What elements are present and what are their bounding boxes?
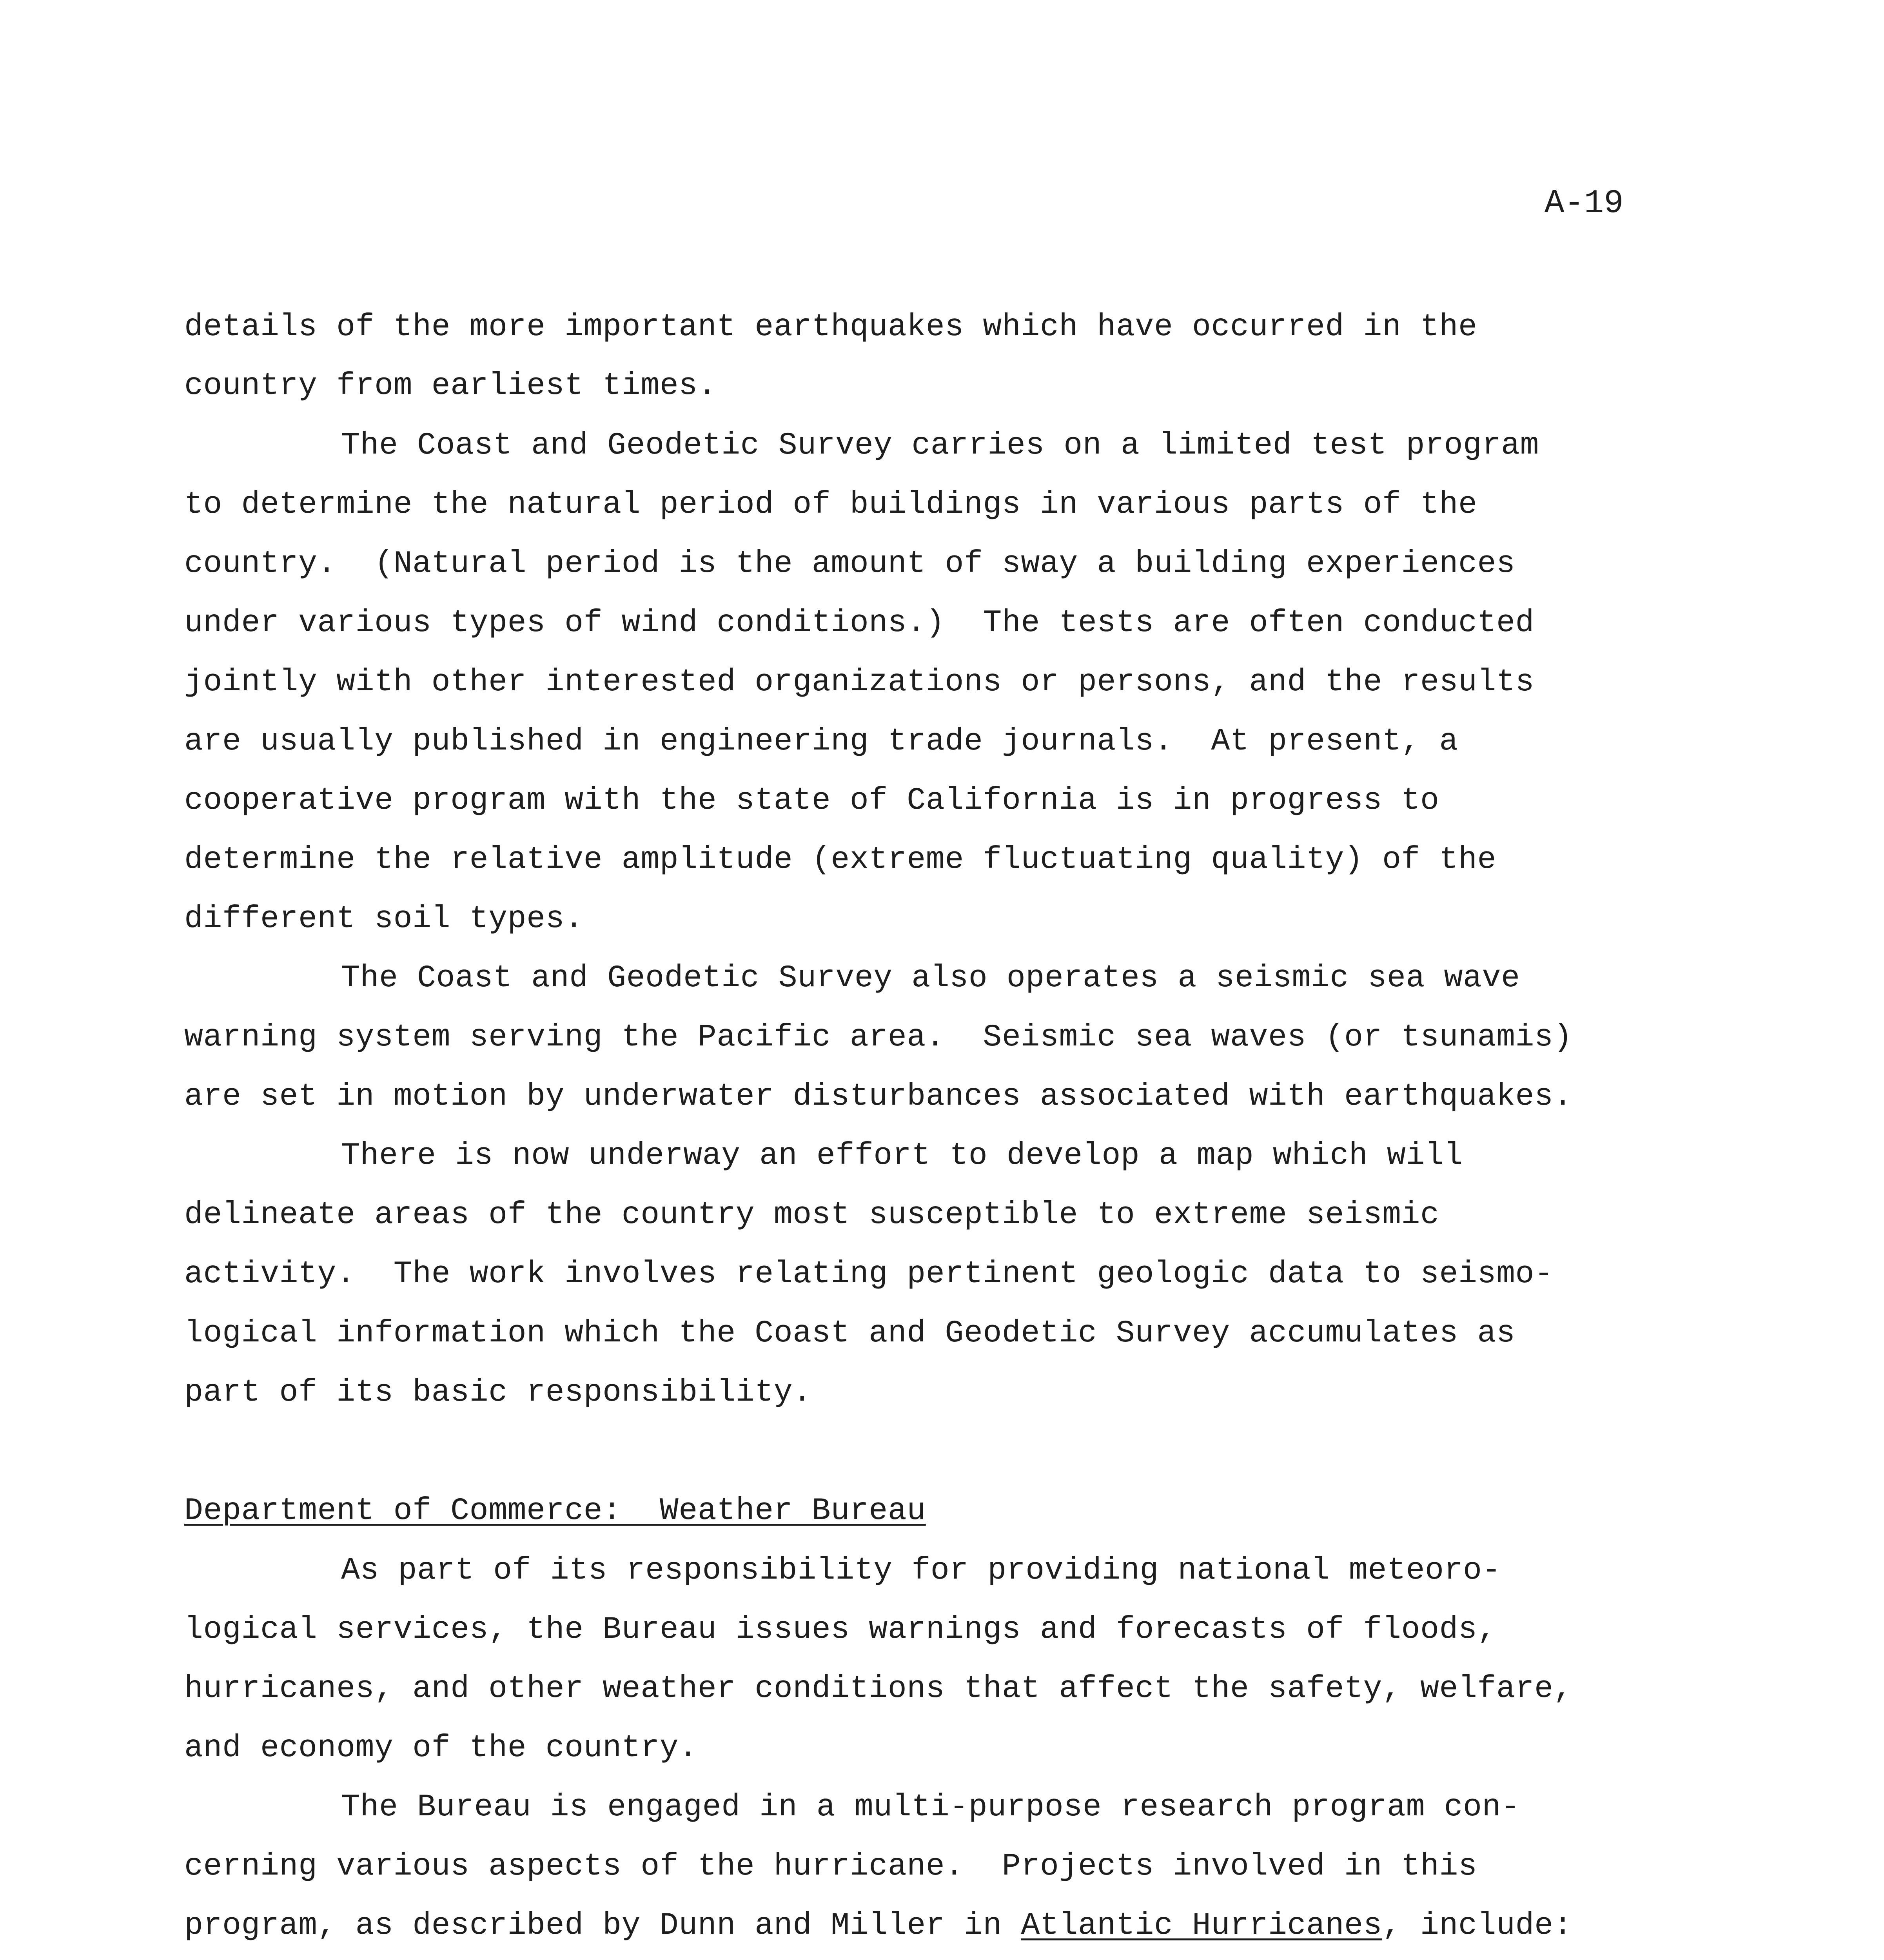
text-line: activity. The work involves relating pertinent geologic data to seismo- [184,1256,1554,1292]
text-line: determine the relative amplitude (extreme fluctuating quality) of the [184,842,1497,878]
text-line: are usually published in engineering trade journals. At present, a [184,724,1459,759]
text-line: to determine the natural period of buildings in various parts of the [184,487,1477,523]
text-line: and economy of the country. [184,1730,698,1766]
text-line: The Coast and Geodetic Survey also operates a seismic sea wave [341,960,1520,996]
text-line: cooperative program with the state of California is in progress to [184,783,1439,818]
text-line [184,1906,1572,1945]
text-line: different soil types. [184,901,584,937]
text-line: hurricanes, and other weather conditions that affect the safety, welfare, [184,1671,1573,1707]
text-line: As part of its responsibility for providing national meteoro- [341,1553,1501,1588]
text-line: logical services, the Bureau issues warnings and forecasts of floods, [184,1612,1497,1648]
text-line: country from earliest times. [184,368,717,404]
book-title: Atlantic Hurricanes [1021,1908,1382,1944]
text-fragment: , include: [1382,1908,1573,1944]
text-line: country. (Natural period is the amount of sway a building experiences [184,546,1516,582]
text-line: jointly with other interested organizations or persons, and the results [184,664,1535,700]
text-fragment: program, as described by Dunn and Miller in [184,1908,1021,1944]
text-line: There is now underway an effort to develop a map which will [341,1138,1463,1174]
text-line: The Bureau is engaged in a multi-purpose research program con- [341,1789,1520,1825]
text-line: details of the more important earthquakes which have occurred in the [184,309,1477,345]
text-line: under various types of wind conditions.) The tests are often conducted [184,605,1535,641]
text-line: warning system serving the Pacific area. Seismic sea waves (or tsunamis) [184,1020,1573,1055]
text-line: The Coast and Geodetic Survey carries on a limited test program [341,428,1539,463]
text-line: delineate areas of the country most susceptible to extreme seismic [184,1197,1439,1233]
text-line: cerning various aspects of the hurricane. Projects involved in this [184,1849,1477,1884]
text-line: part of its basic responsibility. [184,1375,812,1410]
text-line: are set in motion by underwater disturbances associated with earthquakes. [184,1079,1573,1114]
page-number: A-19 [1545,185,1624,222]
section-heading: Department of Commerce: Weather Bureau [184,1493,926,1529]
text-line: logical information which the Coast and Geodetic Survey accumulates as [184,1316,1516,1351]
